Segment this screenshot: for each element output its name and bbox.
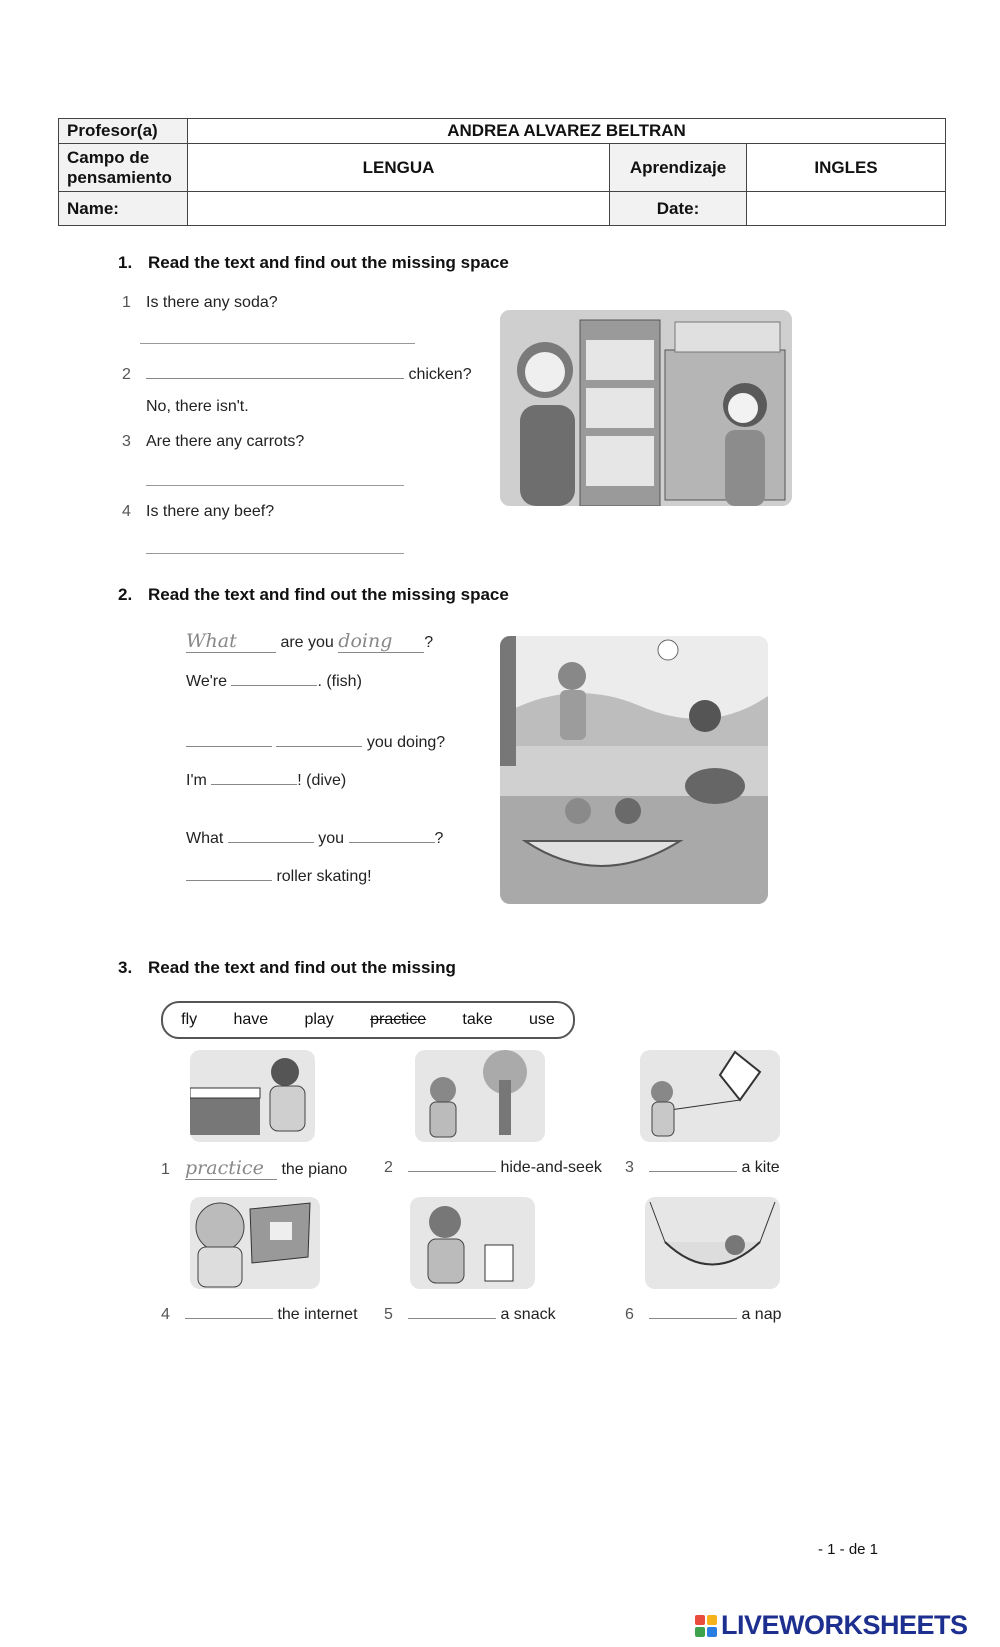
- s3-item4-blank[interactable]: [185, 1304, 273, 1319]
- teacher-label: Profesor(a): [59, 119, 188, 144]
- section3-number: 3.: [118, 958, 133, 977]
- field-value: LENGUA: [188, 144, 610, 192]
- s1-item2-answer: No, there isn't.: [146, 398, 249, 415]
- name-field[interactable]: [188, 192, 610, 226]
- s3-item3-number: 3: [625, 1159, 634, 1176]
- section2-number: 2.: [118, 585, 133, 604]
- date-field[interactable]: [747, 192, 946, 226]
- s3-item6-number: 6: [625, 1306, 634, 1323]
- s3-item5-blank[interactable]: [408, 1304, 496, 1319]
- s1-item4-text: Is there any beef?: [146, 503, 275, 520]
- laptop-drawing: [190, 1197, 320, 1289]
- field-label-line1: Campo de: [67, 147, 150, 167]
- s1-item3-text: Are there any carrots?: [146, 433, 305, 450]
- s1-answer-line3[interactable]: [146, 485, 404, 486]
- brand-text: LIVEWORKSHEETS: [721, 1610, 968, 1640]
- s1-item1-text: Is there any soda?: [146, 294, 278, 311]
- s3-item5-number: 5: [384, 1306, 393, 1323]
- s3-item1-prefill: practice: [185, 1157, 277, 1180]
- s2-line3: [186, 732, 445, 752]
- piano-illustration: [190, 1050, 315, 1142]
- lake-drawing: [500, 636, 768, 904]
- s2-example-word1: What: [186, 630, 276, 653]
- liveworksheets-logo-icon: [695, 1615, 717, 1637]
- s3-item3-blank[interactable]: [649, 1157, 737, 1172]
- word-practice: practice: [370, 1011, 427, 1028]
- s3-item4: [161, 1304, 358, 1324]
- teacher-name: ANDREA ALVAREZ BELTRAN: [188, 119, 946, 144]
- s3-item4-number: 4: [161, 1306, 170, 1323]
- s3-item2-blank[interactable]: [408, 1157, 496, 1172]
- kite-drawing: [640, 1050, 780, 1142]
- piano-drawing: [190, 1050, 315, 1142]
- s2-line5-blank2[interactable]: [349, 828, 435, 843]
- word-play: play: [304, 1011, 334, 1028]
- s2-line6-text: roller skating!: [276, 868, 372, 885]
- s2-line6: [186, 866, 372, 886]
- kitchen-illustration: [500, 310, 792, 506]
- word-bank: [161, 1001, 575, 1039]
- s3-item1: [161, 1157, 347, 1180]
- s2-line2-blank[interactable]: [231, 671, 317, 686]
- s3-item1-text: the piano: [281, 1161, 348, 1178]
- s2-line4-a: I'm: [186, 772, 207, 789]
- s1-item4: [122, 503, 274, 521]
- s3-item4-text: the internet: [277, 1306, 358, 1323]
- s2-line4-b: ! (dive): [297, 772, 347, 789]
- section1-title-text: Read the text and find out the missing space: [148, 253, 509, 272]
- s2-line5: [186, 828, 443, 848]
- section3-title: [118, 958, 456, 978]
- s2-line6-blank[interactable]: [186, 866, 272, 881]
- s3-item1-number: 1: [161, 1161, 170, 1178]
- s3-item6: [625, 1304, 782, 1324]
- word-use: use: [528, 1011, 555, 1028]
- s1-answer-line1[interactable]: [140, 343, 415, 344]
- s2-line5-c: ?: [434, 830, 444, 847]
- s1-answer-line4[interactable]: [146, 553, 404, 554]
- s1-item2-text: chicken?: [408, 366, 472, 383]
- page-number: - 1 - de 1: [818, 1541, 879, 1558]
- field-label: [59, 144, 188, 192]
- s1-item1: [122, 294, 278, 312]
- s3-item2-number: 2: [384, 1159, 393, 1176]
- s1-item3-number: 3: [122, 433, 131, 450]
- name-label: Name:: [59, 192, 188, 226]
- field-label-line2: pensamiento: [67, 167, 172, 187]
- s2-line3-blank1[interactable]: [186, 732, 272, 747]
- word-have: have: [233, 1011, 269, 1028]
- s2-line4-blank[interactable]: [211, 770, 297, 785]
- s1-item3: [122, 433, 304, 451]
- s1-item2: [122, 364, 472, 384]
- s2-line2-a: We're: [186, 673, 227, 690]
- date-label: Date:: [610, 192, 747, 226]
- section2-title: [118, 585, 509, 605]
- kite-illustration: [640, 1050, 780, 1142]
- header-table: [58, 118, 946, 226]
- s3-item2-text: hide-and-seek: [500, 1159, 602, 1176]
- s2-line5-blank1[interactable]: [228, 828, 314, 843]
- s2-line3-blank2[interactable]: [276, 732, 362, 747]
- s3-item6-text: a nap: [741, 1306, 782, 1323]
- s2-example-end: ?: [424, 634, 434, 651]
- hide-and-seek-illustration: [415, 1050, 545, 1142]
- s3-item5-text: a snack: [500, 1306, 556, 1323]
- word-fly: fly: [181, 1011, 198, 1028]
- s2-line3-text: you doing?: [366, 734, 446, 751]
- s2-line2: [186, 671, 362, 691]
- s1-item2-number: 2: [122, 366, 131, 383]
- snack-drawing: [410, 1197, 535, 1289]
- s3-item5: [384, 1304, 556, 1324]
- section3-title-text: Read the text and find out the missing: [148, 958, 456, 977]
- hammock-drawing: [645, 1197, 780, 1289]
- s2-line2-b: . (fish): [317, 673, 362, 690]
- word-take: take: [462, 1011, 493, 1028]
- hammock-illustration: [645, 1197, 780, 1289]
- s3-item6-blank[interactable]: [649, 1304, 737, 1319]
- section2-title-text: Read the text and find out the missing space: [148, 585, 509, 604]
- laptop-illustration: [190, 1197, 320, 1289]
- learning-label: Aprendizaje: [610, 144, 747, 192]
- lake-illustration: [500, 636, 768, 904]
- s2-example-mid: are you: [280, 634, 334, 651]
- kitchen-drawing: [500, 310, 792, 506]
- s1-item1-number: 1: [122, 294, 131, 311]
- s2-line5-b: you: [318, 830, 345, 847]
- s3-item3: [625, 1157, 780, 1177]
- liveworksheets-brand: [695, 1610, 968, 1641]
- s1-item4-number: 4: [122, 503, 131, 520]
- s3-item3-text: a kite: [741, 1159, 780, 1176]
- section1-number: 1.: [118, 253, 133, 272]
- s2-line4: [186, 770, 346, 790]
- s2-line5-a: What: [186, 830, 224, 847]
- s3-item2: [384, 1157, 602, 1177]
- s1-item2-blank[interactable]: [146, 364, 404, 379]
- snack-illustration: [410, 1197, 535, 1289]
- section1-title: [118, 253, 509, 273]
- hide-and-seek-drawing: [415, 1050, 545, 1142]
- s2-example: [186, 630, 433, 653]
- s2-example-word2: doing: [338, 630, 424, 653]
- learning-value: INGLES: [747, 144, 946, 192]
